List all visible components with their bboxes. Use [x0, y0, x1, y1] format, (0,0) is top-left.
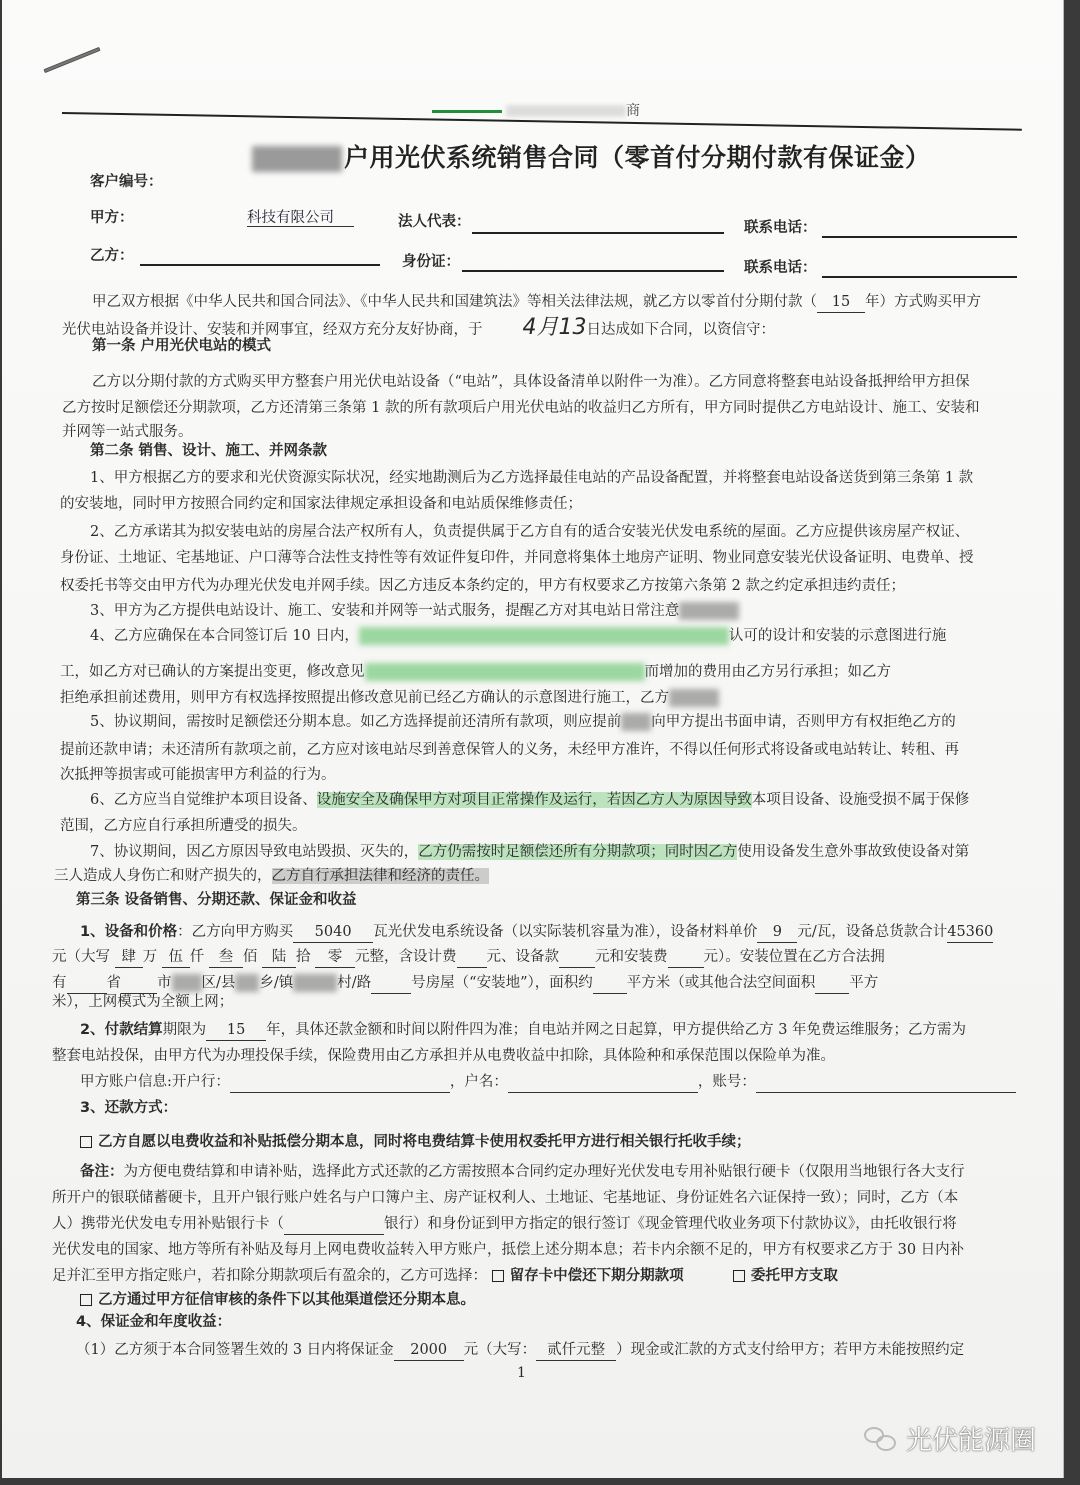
account-info-line	[80, 1072, 1016, 1093]
repayment-title: 3、还款方式：	[80, 1100, 178, 1116]
payment-years: 15	[206, 1020, 266, 1041]
clause-text: 年，具体还款金额和时间以附件四为准；自电站并网之日起算，甲方提供给乙方 3 年免费运维服务；乙方需为	[266, 1022, 967, 1038]
clause-text: 元整，含设计费	[355, 949, 457, 965]
clause-text: 平方	[849, 975, 879, 991]
clause-text: 元、设备款	[486, 949, 560, 965]
deposit-amount-cn: 贰仟元整	[536, 1340, 616, 1361]
intro-text-2b: 日达成如下合同，以资信守：	[586, 322, 775, 338]
article-1-para: 乙方按时足额偿还分期款项，乙方还清第三条第 1 款的所有款项后户用光伏电站的收益归乙方所有，甲方同时提供乙方电站设计、施工、安装和	[62, 400, 980, 416]
clause-text: 乡/镇	[259, 975, 294, 991]
repayment-option-2[interactable]	[80, 1290, 475, 1310]
insurance-line: 整套电站投保，由甲方代为办理投保手续，保险费用由乙方承担并从电费收益中扣除，具体险种和承保范围以保险单为准。	[52, 1048, 835, 1064]
account-name-label: ，户名：	[449, 1074, 508, 1090]
article-2-clause	[60, 688, 719, 708]
article-2-clause	[54, 866, 489, 886]
clause-text: 6、乙方应当自觉维护本项目设备、	[90, 792, 317, 808]
note-text: 银行）和身份证到甲方指定的银行签订《现金管理代收业务项下付款协议》，由托收银行将	[384, 1216, 957, 1232]
deposit-text: 元（大写：	[463, 1342, 537, 1358]
clause-text: 平方米（或其他合法空间面积	[626, 975, 816, 991]
party-b-field[interactable]	[140, 264, 380, 266]
cn-digit: 零	[315, 947, 355, 968]
grid-mode-line: 米），上网模式为全额上网；	[52, 994, 234, 1010]
clause-text: 瓦光伏发电系统设备（以实际装机容量为准），设备材料单价	[373, 924, 758, 940]
party-a-label: 甲方：	[90, 210, 134, 226]
letterhead	[432, 100, 640, 120]
clause-text: 认可的设计和安装的示意图进行施	[728, 628, 947, 644]
cn-unit: 仟	[189, 949, 205, 965]
bank-field[interactable]	[230, 1072, 450, 1093]
article-2-clause: 的安装地，同时甲方按照合同约定和国家法律规定承担设备和电站质保维修责任；	[60, 496, 582, 512]
deposit-text: ）现金或汇款的方式支付给甲方；若甲方未能按照约定	[616, 1342, 965, 1358]
article-2-clause	[60, 662, 891, 682]
party-b-phone-label: 联系电话：	[744, 260, 817, 276]
note-text: 所开户的银联储蓄硬卡，且开户银行账户姓名与户口簿户主、房产证权利人、土地证、宅基地证、身份证姓名六证保持一致）；同时，乙方（本	[52, 1190, 959, 1206]
handwritten-date: 4月13	[522, 315, 587, 340]
equipment-price-line	[80, 922, 993, 943]
watermark	[864, 1420, 1036, 1457]
clause-text-highlighted: 乙方自行承担法律和经济的责任。	[271, 868, 489, 884]
note-text: 足并汇至甲方指定账户，若扣除分期款项后有盈余的，乙方可选择：	[52, 1268, 487, 1284]
clause-text: 市	[157, 975, 172, 991]
id-label: 身份证：	[402, 254, 460, 270]
clause-text: 权委托书等交由甲方代为办理光伏发电并网手续。因乙方违反本条约定的，	[60, 578, 539, 594]
redaction	[621, 713, 651, 731]
account-no-field[interactable]	[756, 1072, 1016, 1093]
party-b-phone-field[interactable]	[822, 276, 1017, 278]
redaction	[669, 689, 719, 707]
article-2-title: 第二条 销售、设计、施工、并网条款	[90, 443, 328, 459]
legal-rep-label: 法人代表：	[398, 214, 471, 230]
article-1-title: 第一条 户用光伏电站的模式	[92, 338, 272, 354]
payment-term-line	[80, 1020, 966, 1041]
article-2-clause	[90, 842, 969, 862]
clause-text: 甲方有权要求乙方按第六条第 2 款之约定承担违约责任；	[538, 578, 905, 594]
legal-rep-field[interactable]	[472, 232, 724, 234]
clause-text: 号房屋（“安装地”），面积约	[411, 975, 593, 991]
party-a-name-value: 科技有限公司	[247, 210, 354, 227]
clause-text: 元）。安装位置在乙方合法拥	[703, 949, 885, 965]
page-number: 1	[517, 1365, 526, 1381]
article-2-clause	[90, 626, 946, 646]
price-uppercase-line	[52, 947, 885, 968]
article-2-clause	[60, 576, 905, 596]
clause-text: 形式将设备或电站转让、转租、再	[741, 742, 959, 758]
choice-text: 委托甲方支取	[750, 1268, 838, 1284]
total-price: 45360	[947, 922, 993, 943]
clause-text: 村/路	[337, 975, 372, 991]
clause-text: ：乙方向甲方购买	[177, 924, 294, 940]
article-1-para: 乙方以分期付款的方式购买甲方整套户用光伏电站设备（“电站”，具体设备清单以附件一为准）。乙方同意将整套电站设备抵押给甲方担保	[92, 374, 970, 390]
redaction	[679, 602, 739, 620]
clause-text: 元/瓦，设备总货款合计	[797, 924, 948, 940]
cn-digit: 叁	[209, 947, 243, 968]
deposit-line	[76, 1340, 964, 1361]
article-2-clause	[90, 712, 956, 732]
redaction	[172, 974, 202, 992]
pen-mark	[43, 47, 100, 73]
note-text: 光伏发电的国家、地方等所有补贴及每月上网电费收益转入甲方账户，抵偿上述分期本息；若卡内余额不足的，甲方有权要求乙方于 30 日内补	[52, 1242, 965, 1258]
note-line	[52, 1266, 838, 1286]
clause-label: 2、付款结算	[80, 1022, 163, 1038]
account-no-label: ，账号：	[697, 1074, 756, 1090]
choice-retain-in-card[interactable]	[492, 1268, 684, 1284]
installment-years: 15	[817, 292, 865, 313]
clause-text-highlighted: 乙方仍需按时足额偿还所有分期款项；同时因乙方	[418, 844, 738, 860]
cn-digit: 伍	[162, 947, 190, 968]
clause-text: 3、甲方为乙方提供电站设计、施工、安装和并网等一站式服务，提醒乙方对其电站日常注意	[90, 603, 680, 619]
article-2-clause: 身份证、土地证、宅基地证、户口薄等合法性支持性等有效证件复印件，并同意将集体土地房产证明、物业同意安装光伏设备证明、电费单、授	[60, 550, 974, 566]
choice-text: 留存卡中偿还下期分期款项	[509, 1268, 684, 1284]
clause-text: 工，如乙方对已确认的方案提出变更，修改意见	[60, 664, 365, 680]
clause-text: 本项目设备、设施受损不属于保修	[751, 792, 970, 808]
letterhead-green-mark	[432, 110, 502, 113]
bank-card-field[interactable]	[284, 1214, 384, 1235]
article-2-clause: 次抵押等损害或可能损害甲方利益的行为。	[60, 767, 336, 783]
option-text: 乙方通过甲方征信审核的条件下以其他渠道偿还分期本息。	[98, 1292, 475, 1308]
clause-text: 元和安装费	[595, 949, 668, 965]
wechat-icon	[864, 1425, 900, 1453]
deposit-text: （1）乙方须于本合同签署生效的 3 日内将保证金	[76, 1342, 394, 1358]
note-text: 人）携带光伏发电专用补贴银行卡（	[52, 1216, 284, 1232]
checkbox[interactable]	[80, 1294, 92, 1306]
party-a-name	[247, 208, 354, 228]
intro-text-1b: 年）方式购买甲方	[865, 294, 981, 310]
checkbox[interactable]	[492, 1270, 504, 1282]
article-2-clause: 1、甲方根据乙方的要求和光伏资源实际状况，经实地勘测后为乙方选择最佳电站的产品设备配置，并将整套电站设备送货到第三条第 1 款	[90, 470, 974, 486]
redaction	[365, 663, 645, 681]
redaction	[359, 627, 729, 645]
intro-text-1a: 甲乙双方根据《中华人民共和国合同法》、《中华人民共和国建筑法》等相关法律法规，就乙方以零首付分期付款（	[92, 294, 817, 310]
clause-text: 有	[52, 975, 67, 991]
clause-text: 4、乙方应确保在本合同签订后 10 日内，	[90, 628, 359, 644]
article-2-clause: 2、乙方承诺其为拟安装电站的房屋合法产权所有人，负责提供属于乙方自有的适合安装光伏发电系统的屋面。乙方应提供该房屋产权证、	[90, 524, 970, 540]
clause-text-highlighted: 设施安全及确保甲方对项目正常操作及运行，若因乙方人为原因导致	[316, 792, 752, 808]
cn-digit: 陆	[262, 947, 296, 968]
party-b-label: 乙方：	[90, 248, 134, 264]
article-2-clause	[90, 601, 739, 621]
cn-digit: 肆	[115, 947, 143, 968]
letterhead-text: 商	[626, 103, 640, 119]
install-address-line	[52, 973, 878, 994]
deposit-amount: 2000	[394, 1340, 464, 1361]
clause-text: 三人造成人身伤亡和财产损失的，	[54, 868, 272, 884]
party-a-phone-label: 联系电话：	[744, 220, 817, 236]
redaction	[293, 974, 337, 992]
clause-text: 期限为	[162, 1022, 207, 1038]
clause-text: 省	[106, 975, 121, 991]
cn-unit: 佰	[242, 949, 258, 965]
article-2-clause: 范围，乙方应自行承担所遭受的损失。	[60, 818, 307, 834]
letterhead-redaction	[506, 105, 626, 117]
title-text: 户用光伏系统销售合同（零首付分期付款有保证金）	[344, 143, 931, 172]
note-text: 为方便电费结算和申请补贴，选择此方式还款的乙方需按照本合同约定办理好光伏发电专用补贴银行硬卡（仅限用当地银行各大支行	[123, 1164, 965, 1180]
intro-text-2a: 光伏电站设备并设计、安装和并网事宜，经双方充分友好协商，于	[62, 322, 483, 338]
article-2-clause	[60, 740, 959, 760]
account-name-field[interactable]	[508, 1072, 698, 1093]
clause-text: 使用设备发生意外事故致使设备对第	[737, 844, 970, 860]
note-label: 备注：	[80, 1164, 124, 1180]
bank-label: 甲方账户信息:开户行：	[80, 1074, 230, 1090]
note-line	[80, 1162, 965, 1182]
party-a-phone-field[interactable]	[822, 236, 1017, 238]
note-line	[52, 1214, 957, 1235]
clause-text: 元（大写	[52, 949, 110, 965]
redaction	[235, 974, 259, 992]
checkbox[interactable]	[733, 1270, 745, 1282]
clause-text: 而增加的费用由乙方另行承担；如乙方	[644, 664, 891, 680]
intro-line-1	[92, 292, 981, 313]
checkbox[interactable]	[80, 1136, 92, 1148]
clause-text: 提前还款申请；未还清所有款项之前，乙方应对该电站尽到善意保管人的义务，未经甲方准许，不得以任何	[60, 742, 742, 758]
option-text: 乙方自愿以电费收益和补贴抵偿分期本息，同时将电费结算卡使用权委托甲方进行相关银行托收手续；	[98, 1134, 751, 1150]
clause-text: 7、协议期间，因乙方原因导致电站毁损、灭失的，	[90, 844, 419, 860]
title-redaction	[252, 146, 342, 172]
contract-page	[2, 0, 1064, 1478]
watermark-text: 光伏能源圈	[906, 1426, 1037, 1456]
cn-unit: 拾	[295, 949, 311, 965]
cn-unit: 万	[142, 949, 158, 965]
article-3-title: 第三条 设备销售、分期还款、保证金和收益	[76, 892, 357, 908]
clause-label: 1、设备和价格	[80, 924, 178, 940]
unit-price: 9	[757, 922, 797, 943]
deposit-title: 4、保证金和年度收益：	[76, 1314, 232, 1330]
article-2-clause	[90, 790, 969, 810]
repayment-option-1[interactable]	[80, 1132, 751, 1152]
customer-no-label: 客户编号：	[90, 174, 163, 190]
contract-title	[252, 138, 931, 174]
clause-text: 拒绝承担前述费用，则甲方有权选择按照提出修改意见前已经乙方确认的示意图进行施工，乙方	[60, 690, 669, 706]
clause-text: 区/县	[201, 975, 236, 991]
id-field[interactable]	[462, 270, 724, 272]
clause-text: 5、协议期间，需按时足额偿还分期本息。如乙方选择提前还清所有款项，则应提前	[90, 714, 622, 730]
clause-text: 向甲方提出书面申请，否则甲方有权拒绝乙方的	[651, 714, 956, 730]
article-1-para: 并网等一站式服务。	[62, 424, 193, 440]
choice-entrust-withdraw[interactable]	[733, 1268, 838, 1284]
capacity-watts: 5040	[293, 922, 373, 943]
